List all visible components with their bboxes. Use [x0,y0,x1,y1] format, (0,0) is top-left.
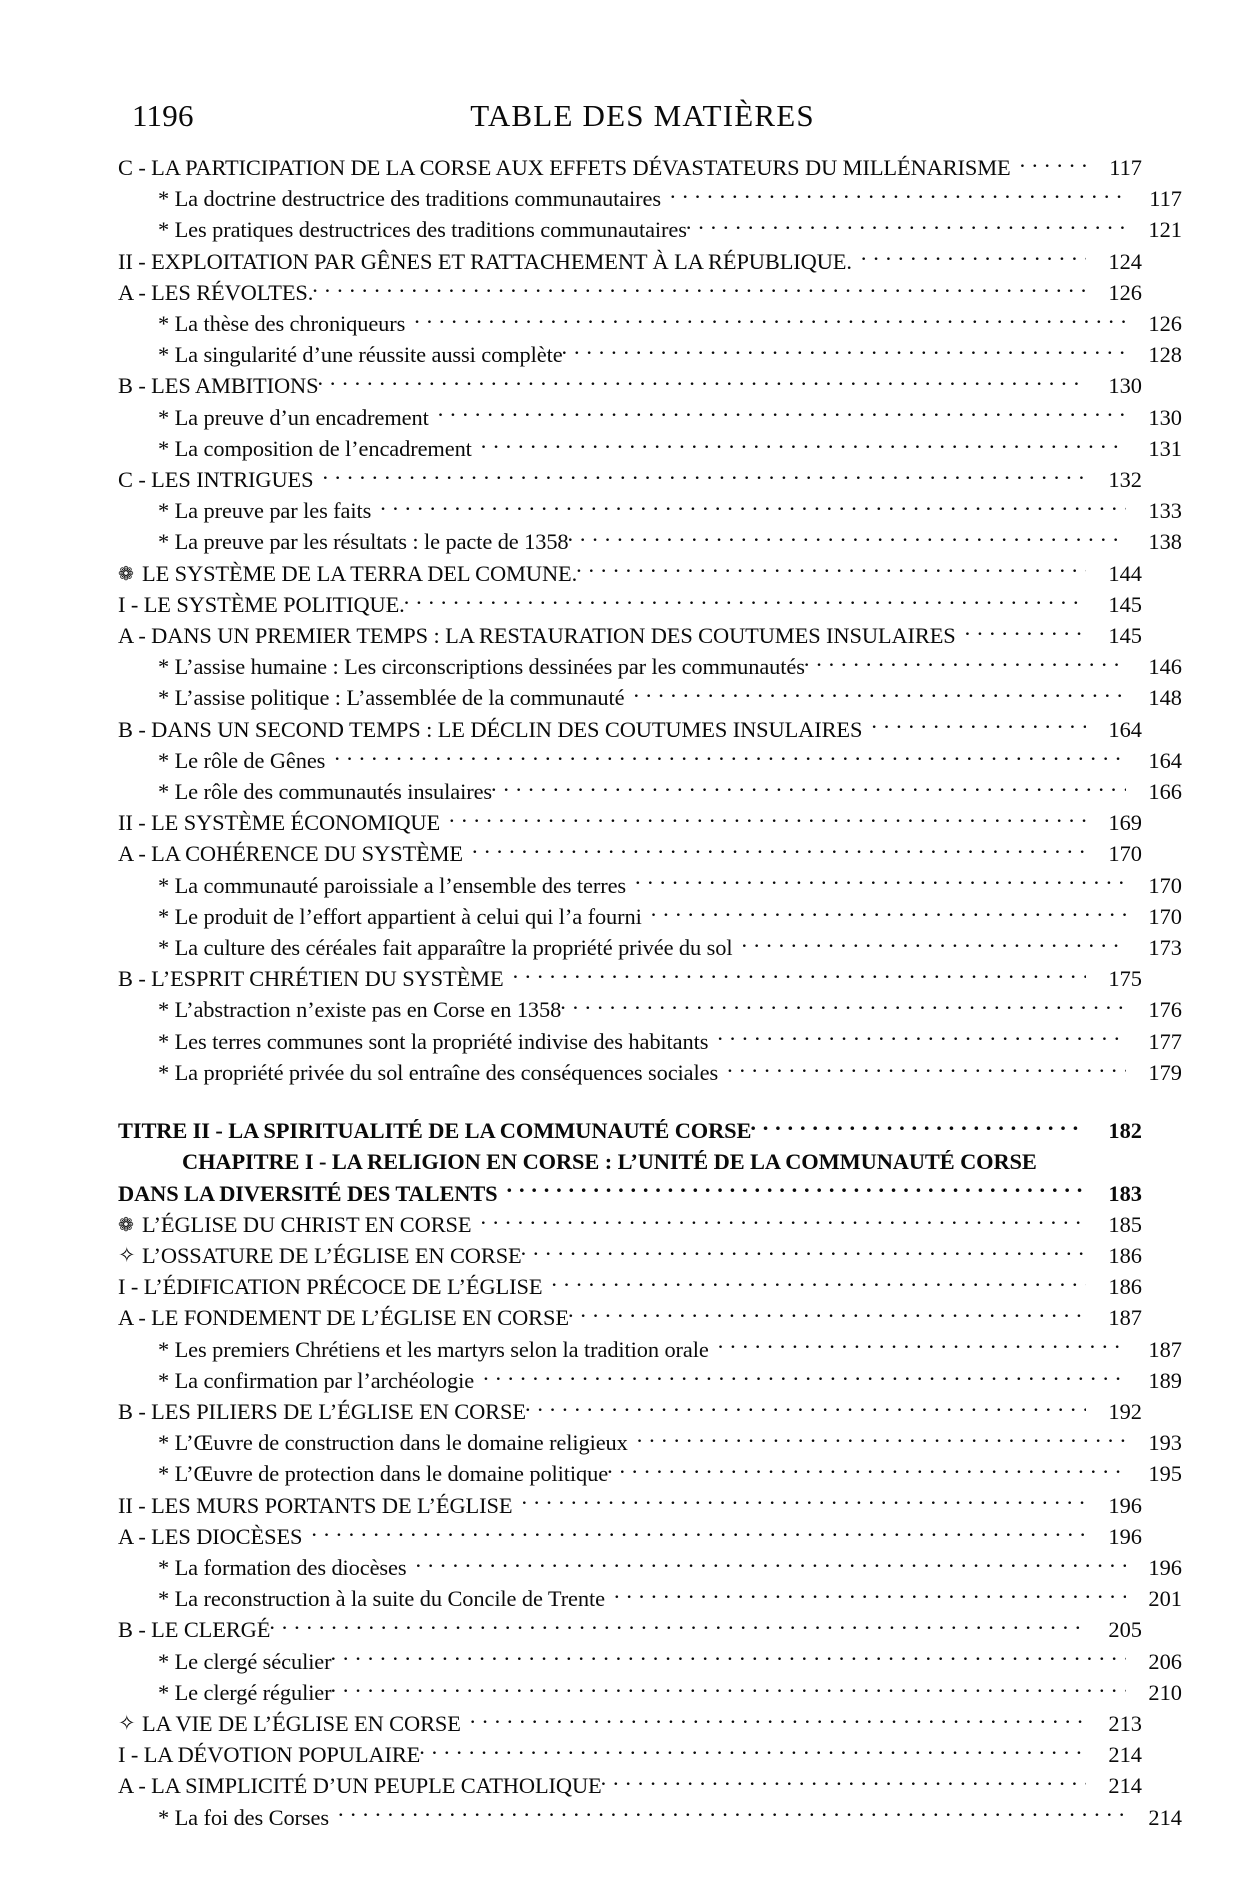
toc-entry-page-number: 164 [1148,747,1182,773]
toc-entry[interactable] [118,776,1182,807]
toc-entry[interactable] [118,1552,1182,1583]
toc-entry[interactable] [118,1646,1182,1677]
toc-entry[interactable] [118,526,1182,557]
toc-entry-page-number: 146 [1148,654,1182,680]
toc-entry-page-number: 145 [1108,591,1142,617]
toc-entry-page-number: 195 [1148,1461,1182,1487]
toc-entry-text: * L’Œuvre de construction dans le domaine religieux [158,1430,628,1456]
toc-entry-label [118,1271,542,1302]
dot-leader [525,1397,1086,1419]
toc-entry[interactable] [118,1240,1142,1271]
toc-entry[interactable] [118,682,1182,713]
toc-entry[interactable] [118,1271,1142,1302]
toc-entry-label [158,1677,332,1708]
toc-entry-label [118,620,956,651]
toc-entry-text: B - L’ESPRIT CHRÉTIEN DU SYSTÈME [118,966,504,992]
toc-entry-text: A - LA SIMPLICITÉ D’UN PEUPLE CATHOLIQUE [118,1773,602,1799]
toc-entry-page-number: 121 [1148,217,1182,243]
toc-entry[interactable] [118,1146,1206,1177]
toc-entry-label [118,1490,512,1521]
toc-entry-page-number: 189 [1148,1367,1182,1393]
toc-entry[interactable] [118,838,1142,869]
toc-entry-text: L’OSSATURE DE L’ÉGLISE EN CORSE [142,1242,522,1268]
toc-entry-label [158,994,561,1025]
toc-entry-label [118,963,504,994]
toc-entry[interactable] [118,1521,1142,1552]
toc-entry-text: * La culture des céréales fait apparaître la propriété privée du sol [158,935,733,961]
toc-entry-label [118,1115,751,1146]
toc-entry-page-number: 148 [1148,685,1182,711]
toc-entry[interactable] [118,1396,1142,1427]
toc-entry-label [118,714,862,745]
toc-entry[interactable] [118,901,1182,932]
dot-leader [404,589,1086,611]
toc-entry[interactable] [118,402,1182,433]
toc-entry-label [158,1057,718,1088]
toc-entry-page-number: 164 [1108,716,1142,742]
toc-entry[interactable] [118,246,1142,277]
toc-entry-label [118,1209,471,1240]
toc-entry-page-number: 186 [1108,1242,1142,1268]
toc-entry-text: B - LE CLERGÉ [118,1617,271,1643]
toc-entry-text: * La composition de l’encadrement [158,435,472,461]
toc-entry-text: DANS LA DIVERSITÉ DES TALENTS [118,1180,498,1206]
toc-entry-page-number: 126 [1108,279,1142,305]
toc-entry-page-number: 185 [1108,1211,1142,1237]
toc-entry-page-number: 166 [1148,779,1182,805]
toc-entry-label [118,1739,420,1770]
dot-leader [480,1209,1086,1231]
dot-leader [331,1677,1126,1699]
dot-leader [607,1459,1126,1481]
toc-entry[interactable] [118,807,1142,838]
toc-entry[interactable] [118,339,1182,370]
toc-entry-label [158,682,624,713]
toc-entry-text: * Les premiers Chrétiens et les martyrs selon la tradition orale [158,1336,709,1362]
dot-leader [568,1303,1086,1325]
toc-entry[interactable] [118,370,1142,401]
toc-entry-page-number: 117 [1109,155,1142,180]
toc-entry-text: * La singularité d’une réussite aussi complète [158,342,563,368]
toc-entry[interactable] [118,1115,1142,1146]
toc-entry-label [158,183,661,214]
toc-entry-text: LA VIE DE L’ÉGLISE EN CORSE [142,1710,461,1736]
toc-entry-page-number: 196 [1148,1554,1182,1580]
toc-entry-text: * Le clergé régulier [158,1679,332,1705]
toc-entry-label [158,339,563,370]
toc-entry[interactable] [118,214,1182,245]
dot-leader [491,777,1126,799]
dot-leader [1039,1147,1150,1169]
toc-entry-label [158,402,429,433]
toc-entry-page-number: 193 [1148,1430,1182,1456]
dot-leader [416,1553,1127,1575]
dot-leader [472,839,1086,861]
toc-entry-page-number: 214 [1148,1804,1182,1830]
toc-entry-text: A - LE FONDEMENT DE L’ÉGLISE EN CORSE [118,1305,569,1331]
toc-entry-page-number: 179 [1148,1059,1182,1085]
toc-entry-label [158,901,642,932]
toc-entry-text: * L’assise politique : L’assemblée de la communauté [158,685,625,711]
toc-entry-text: II - LE SYSTÈME ÉCONOMIQUE [118,810,441,836]
dot-leader [507,1178,1086,1200]
toc-entry-text: B - LES PILIERS DE L’ÉGLISE EN CORSE [118,1398,526,1424]
toc-entry[interactable] [118,745,1182,776]
toc-entry[interactable] [118,277,1142,308]
toc-entry[interactable] [118,1770,1142,1801]
toc-entry-label [158,745,325,776]
toc-entry-text: * La thèse des chroniqueurs [158,311,406,337]
dot-leader [670,184,1126,206]
toc-entry[interactable] [118,1583,1182,1614]
dot-leader [614,1584,1126,1606]
toc-entry-label [118,277,313,308]
toc-entry-page-number: 177 [1148,1028,1182,1054]
toc-entry-label [158,214,687,245]
toc-entry-label [118,1178,498,1209]
toc-entry-page-number: 130 [1148,404,1182,430]
toc-entry-page-number: 128 [1148,342,1182,368]
toc-entry-label [118,807,440,838]
toc-entry-label [118,1708,461,1739]
toc-entry[interactable] [118,1458,1182,1489]
toc-entry-page-number: 132 [1108,467,1142,493]
toc-entry-label [118,558,577,589]
toc-entry[interactable] [118,1708,1142,1739]
toc-entry-page-number: 130 [1108,373,1142,399]
page-title: TABLE DES MATIÈRES [470,98,815,133]
toc-entry-page-number: 170 [1148,872,1182,898]
toc-entry-text: * La preuve par les faits [158,498,372,524]
toc-entry-page-number: 182 [1108,1118,1142,1144]
toc-entry-label [158,1458,608,1489]
dot-leader [334,745,1126,767]
toc-entry-page-number: 169 [1108,810,1142,836]
toc-entry-page-number: 214 [1108,1742,1142,1768]
dot-leader [651,901,1126,923]
toc-entry[interactable] [118,620,1142,651]
dot-leader [741,933,1126,955]
toc-entry-text: I - LE SYSTÈME POLITIQUE. [118,591,405,617]
page-folio-number: 1196 [132,98,194,133]
dot-leader [312,277,1086,299]
dot-leader [414,309,1126,331]
dot-leader [311,1521,1086,1543]
dot-leader [601,1771,1086,1793]
toc-entry-page-number: 138 [1148,529,1182,555]
toc-entry-text: TITRE II - LA SPIRITUALITÉ DE LA COMMUNAUTÉ CORSE [118,1118,752,1144]
toc-entry[interactable] [118,1677,1182,1708]
toc-entry-text: * La preuve par les résultats : le pacte de 1358 [158,529,569,555]
dot-leader [633,683,1126,705]
dot-leader [521,1490,1086,1512]
toc-entry-page-number: 201 [1148,1586,1182,1612]
dot-leader [635,870,1126,892]
toc-entry-page-number: 187 [1108,1305,1142,1331]
toc-entry-page-number: 186 [1108,1274,1142,1300]
toc-entry[interactable] [118,1057,1182,1088]
toc-entry-text: CHAPITRE I - LA RELIGION EN CORSE : L’UNITÉ DE LA COMMUNAUTÉ CORSE [182,1149,1037,1175]
toc-entry-label [118,246,852,277]
toc-entry-page-number: 131 [1148,435,1182,461]
toc-entry-label [158,495,371,526]
toc-entry-label [118,1770,602,1801]
toc-entry-label [158,308,405,339]
dot-leader [750,1116,1086,1138]
table-of-contents [118,152,1182,1833]
toc-entry-text: LE SYSTÈME DE LA TERRA DEL COMUNE. [142,560,578,586]
toc-entry[interactable] [118,1365,1182,1396]
toc-entry[interactable] [118,932,1182,963]
toc-entry-label [158,1646,332,1677]
toc-entry-text: * La communauté paroissiale a l’ensemble des terres [158,872,627,898]
toc-entry-label [158,776,492,807]
toc-entry-page-number: 124 [1108,248,1142,274]
dot-leader [338,1802,1126,1824]
toc-entry-text: * La formation des diocèses [158,1554,407,1580]
toc-entry[interactable] [118,152,1142,183]
dot-leader [483,1365,1126,1387]
dot-leader [1020,153,1086,175]
toc-entry-label [158,1552,407,1583]
toc-entry-text: A - LA COHÉRENCE DU SYSTÈME [118,841,463,867]
toc-entry[interactable] [118,714,1142,745]
toc-entry-text: II - LES MURS PORTANTS DE L’ÉGLISE [118,1492,513,1518]
toc-entry[interactable] [118,651,1182,682]
dot-leader [568,527,1126,549]
toc-entry-text: * La doctrine destructrice des traditions communautaires [158,186,661,212]
toc-entry-label [118,370,318,401]
dot-leader [481,433,1126,455]
toc-entry-text: C - LES INTRIGUES [118,467,314,493]
dot-leader [513,964,1086,986]
toc-entry-label [158,1365,474,1396]
toc-entry-text: * L’abstraction n’existe pas en Corse en 1358 [158,997,562,1023]
dot-leader [419,1740,1086,1762]
toc-entry-label [118,1521,302,1552]
toc-entry-label [158,651,805,682]
toc-entry[interactable] [118,308,1182,339]
toc-entry[interactable] [118,1427,1182,1458]
toc-entry[interactable] [118,1209,1142,1240]
dot-leader [560,995,1126,1017]
toc-entry-page-number: 126 [1148,311,1182,337]
toc-entry-label [118,152,1011,183]
dot-leader [717,1026,1126,1048]
toc-entry-label [118,1240,522,1271]
dot-leader [317,371,1086,393]
toc-entry-text: * Les pratiques destructrices des traditions communautaires [158,217,687,243]
toc-entry[interactable] [118,433,1182,464]
toc-entry-text: II - EXPLOITATION PAR GÊNES ET RATTACHEMENT À LA RÉPUBLIQUE. [118,248,852,274]
dot-leader [380,496,1126,518]
toc-entry-page-number: 187 [1148,1336,1182,1362]
toc-entry-label [158,870,626,901]
toc-entry-text: * L’assise humaine : Les circonscriptions dessinées par les communautés [158,654,805,680]
toc-entry-text: * Les terres communes sont la propriété indivise des habitants [158,1028,709,1054]
toc-entry-page-number: 175 [1108,966,1142,992]
toc-entry-page-number: 206 [1148,1648,1182,1674]
dot-leader [965,621,1086,643]
toc-entry-text: * Le clergé séculier [158,1648,332,1674]
dot-leader [804,652,1126,674]
toc-entry-text: A - DANS UN PREMIER TEMPS : LA RESTAURATION DES COUTUMES INSULAIRES [118,623,956,649]
toc-entry-label [158,1583,605,1614]
toc-entry-label [118,464,313,495]
toc-entry[interactable] [118,1802,1182,1833]
toc-entry-label [158,1802,329,1833]
toc-entry-page-number: 117 [1149,186,1182,212]
toc-entry[interactable] [118,183,1182,214]
toc-entry-page-number: 214 [1108,1773,1142,1799]
toc-entry[interactable] [118,994,1182,1025]
dot-leader [576,558,1086,580]
dot-leader [521,1241,1086,1263]
dot-leader [331,1646,1126,1668]
dot-leader [269,1615,1086,1637]
toc-entry[interactable] [118,1614,1142,1645]
toc-entry-text: * La confirmation par l’archéologie [158,1367,475,1393]
toc-entry-page-number: 170 [1108,841,1142,867]
dot-leader [861,246,1086,268]
diamond-ornament-icon: ✧ [118,1710,136,1735]
toc-entry-page-number: 173 [1148,935,1182,961]
toc-entry-page-number: 205 [1108,1617,1142,1643]
toc-entry-text: * La reconstruction à la suite du Concile de Trente [158,1586,605,1612]
toc-entry-text: * L’Œuvre de protection dans le domaine politique [158,1461,609,1487]
toc-entry[interactable] [118,464,1142,495]
toc-entry-text: A - LES DIOCÈSES [118,1523,303,1549]
diamond-ornament-icon: ✧ [118,1242,136,1267]
rosette-ornament-icon: ❁ [118,563,134,585]
toc-entry[interactable] [118,495,1182,526]
toc-entry-text: * La preuve d’un encadrement [158,404,429,430]
dot-leader [686,215,1126,237]
toc-entry-page-number: 210 [1148,1679,1182,1705]
toc-entry[interactable] [118,1178,1142,1209]
toc-entry-label [158,526,569,557]
toc-entry-text: * Le rôle des communautés insulaires [158,779,493,805]
dot-leader [322,465,1086,487]
toc-entry-text: * Le produit de l’effort appartient à celui qui l’a fourni [158,903,642,929]
toc-entry-text: L’ÉGLISE DU CHRIST EN CORSE [142,1211,472,1237]
toc-entry-page-number: 213 [1108,1710,1142,1736]
toc-entry[interactable] [118,589,1142,620]
toc-entry-text: I - LA DÉVOTION POPULAIRE [118,1742,421,1768]
dot-leader [718,1334,1126,1356]
toc-entry-label [118,1396,526,1427]
toc-entry-label [158,1427,628,1458]
toc-entry-label [118,1614,270,1645]
dot-leader [871,714,1086,736]
toc-entry-text: * Le rôle de Gênes [158,747,326,773]
toc-entry[interactable] [118,1490,1142,1521]
toc-entry-text: B - DANS UN SECOND TEMPS : LE DÉCLIN DES COUTUMES INSULAIRES [118,716,863,742]
toc-entry-label [158,433,472,464]
dot-leader [438,402,1126,424]
running-head [132,96,1127,140]
toc-entry[interactable] [118,1334,1182,1365]
toc-entry-page-number: 196 [1108,1523,1142,1549]
toc-entry[interactable] [118,1739,1142,1770]
toc-entry-text: B - LES AMBITIONS [118,373,319,399]
toc-entry-page-number: 133 [1148,498,1182,524]
toc-entry-label [182,1146,1037,1177]
toc-entry-page-number: 145 [1108,623,1142,649]
toc-entry-label [118,838,463,869]
toc-entry-page-number: 144 [1108,560,1142,586]
toc-entry-page-number: 170 [1148,903,1182,929]
toc-entry-text: C - LA PARTICIPATION DE LA CORSE AUX EFFETS DÉVASTATEURS DU MILLÉNARISME [118,155,1011,180]
toc-entry-label [158,1334,709,1365]
rosette-ornament-icon: ❁ [118,1214,134,1236]
dot-leader [637,1428,1126,1450]
dot-leader [562,340,1126,362]
toc-entry-text: I - L’ÉDIFICATION PRÉCOCE DE L’ÉGLISE [118,1274,543,1300]
toc-entry-label [158,1026,708,1057]
dot-leader [449,808,1086,830]
toc-entry-text: * La foi des Corses [158,1804,329,1830]
toc-entry-page-number: 196 [1108,1492,1142,1518]
toc-entry-label [118,1302,569,1333]
toc-entry[interactable] [118,1026,1182,1057]
toc-entry-page-number: 183 [1108,1180,1142,1206]
toc-entry[interactable] [118,870,1182,901]
toc-entry[interactable] [118,963,1142,994]
toc-entry-label [118,589,405,620]
dot-leader [470,1709,1086,1731]
toc-entry-label [158,932,732,963]
toc-entry[interactable] [118,558,1142,589]
dot-leader [727,1058,1126,1080]
toc-entry-text: * La propriété privée du sol entraîne des conséquences sociales [158,1059,719,1085]
toc-entry-page-number: 176 [1148,997,1182,1023]
dot-leader [551,1272,1086,1294]
toc-entry[interactable] [118,1302,1142,1333]
toc-entry-text: A - LES RÉVOLTES. [118,279,314,305]
toc-entry-page-number: 192 [1108,1398,1142,1424]
